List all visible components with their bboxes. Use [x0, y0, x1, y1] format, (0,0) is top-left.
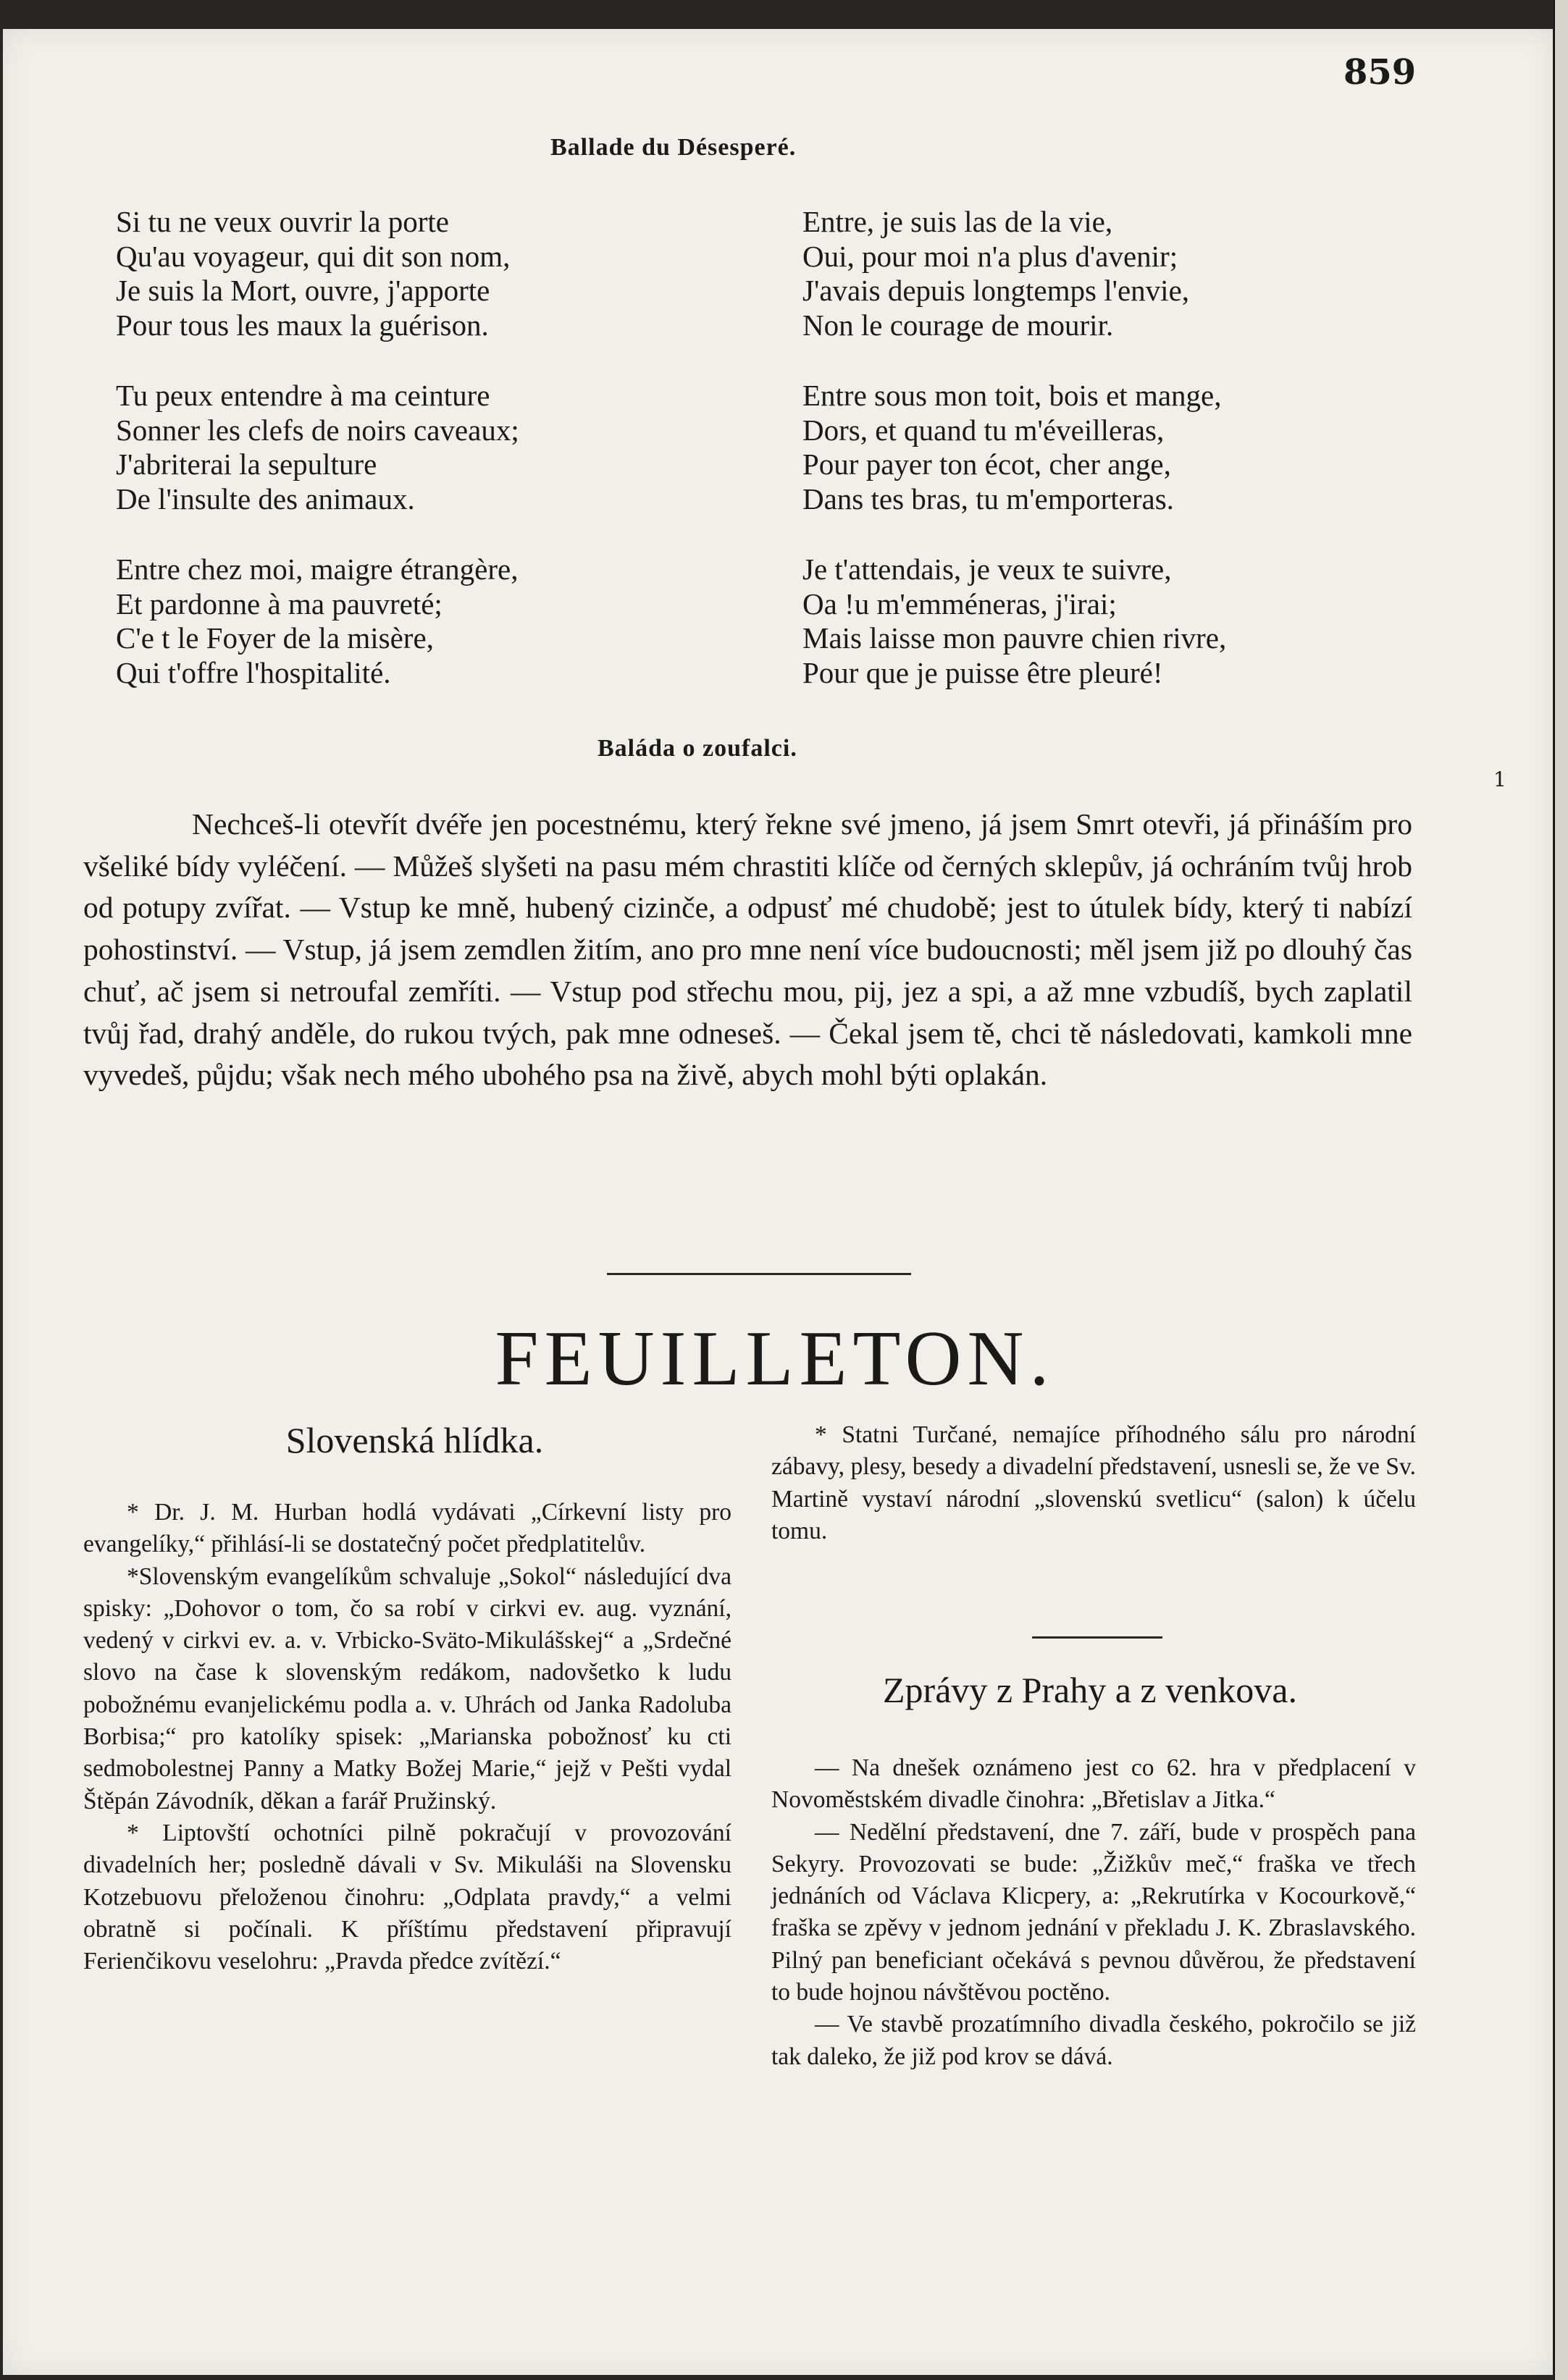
verse-line: Oui, pour moi n'a plus d'avenir;: [802, 239, 1178, 273]
news-paragraph: * Liptovští ochotníci pilně pokračují v provozování divadelních her; posledně dávali v Sv. Mikuláši na Slovensku Kotzebuovu přeloženou činohru: „Odplata pravdy,“ a velmi obratně si počínali. K příštímu představení připravují Ferienčikovu veselohru: „Pravda předce zvítězí.“: [83, 1819, 731, 1975]
news-paragraph: — Nedělní představení, dne 7. září, bude v prospěch pana Sekyry. Provozovati se bude: „Žižkův meč,“ fraška ve třech jednáních od Václava Klicpery, a: „Rekrutírka v Kocourkově,“ fraška se zpěvy v jednom jednání v překladu J. K. Zbraslavského. Pilný pan beneficiant očekává s pevnou důvěrou, že představení to bude hojnou návštěvou poctěno.: [771, 1818, 1416, 2006]
balada-title: Baláda o zoufalci.: [598, 735, 797, 762]
verse-line: J'abriterai la sepulture: [116, 447, 377, 481]
verse-line: Je suis la Mort, ouvre, j'apporte: [116, 274, 490, 307]
verse-line: Pour que je puisse être pleuré!: [802, 655, 1163, 689]
slovenska-hlidka-column: [83, 1497, 731, 1977]
slovenska-hlidka-continued: [771, 1419, 1416, 1547]
section-title-slovenska-hlidka: Slovenská hlídka.: [285, 1420, 544, 1460]
verse-line: Qui t'offre l'hospitalité.: [116, 655, 391, 689]
verse-line: J'avais depuis longtemps l'envie,: [802, 274, 1190, 307]
verse-line: De l'insulte des animaux.: [116, 482, 415, 516]
news-paragraph: — Na dnešek oznámeno jest co 62. hra v předplacení v Novoměstském divadle činohra: „Břetislav a Jitka.“: [771, 1754, 1416, 1814]
verse-line: Dans tes bras, tu m'emporteras.: [802, 482, 1174, 516]
stanza: [802, 552, 1440, 690]
stanza: [116, 379, 731, 516]
verse-line: Dors, et quand tu m'éveilleras,: [802, 413, 1165, 447]
stanza: [116, 205, 731, 342]
stanza: [802, 205, 1440, 342]
scan-edge: [1554, 0, 1568, 2380]
verse-line: C'e t le Foyer de la misère,: [116, 621, 434, 655]
verse-line: Et pardonne à ma pauvreté;: [116, 586, 443, 621]
verse-line: Pour payer ton écot, cher ange,: [802, 447, 1171, 481]
news-paragraph: — Ve stavbě prozatímního divadla českého, pokročilo se již tak daleko, že již pod krov se dává.: [771, 2011, 1416, 2070]
ballade-title: Ballade du Désesperé.: [550, 134, 797, 161]
stanza: [116, 552, 731, 690]
verse-line: Qu'au voyageur, qui dit son nom,: [116, 239, 511, 273]
page-number: 859: [1343, 52, 1417, 93]
verse-line: Non le courage de mourir.: [802, 308, 1114, 342]
verse-line: Entre sous mon toit, bois et mange,: [802, 379, 1222, 412]
news-paragraph: *Slovenským evangelíkům schvaluje „Sokol“ následující dva spisky: „Dohovor o tom, čo sa robí v cirkvi ev. aug. vyznání, vedený v cirkvi ev. a. v. Vrbicko-Sväto-Mikulášskej“ a „Srdečné slovo na čase k slovenským redákom, nadovšetko k ludu pobožnému evanjelickému podla a. v. Uhrách od Janka Radoluba Borbisa;“ pro katolíky spisek: „Marianska pobožnosť ku cti sedmobolestnej Panny a Matky Božej Marie,“ jejž v Pešti vydal Štěpán Závodník, děkan a farář Pružinský.: [83, 1563, 731, 1815]
divider: [1032, 1636, 1162, 1639]
stanza: [802, 379, 1440, 516]
verse-line: Entre chez moi, maigre étrangère,: [116, 552, 519, 586]
ballade-right-column: [802, 205, 1440, 726]
verse-line: Tu peux entendre à ma ceinture: [116, 379, 490, 412]
verse-line: Pour tous les maux la guérison.: [116, 308, 489, 342]
verse-line: Oa !u m'emméneras, j'irai;: [802, 586, 1117, 621]
footnote-mark: 1: [1493, 768, 1506, 791]
verse-line: Sonner les clefs de noirs caveaux;: [116, 413, 519, 447]
verse-line: Si tu ne veux ouvrir la porte: [116, 205, 450, 238]
zpravy-column: [771, 1752, 1416, 2073]
news-paragraph: * Dr. J. M. Hurban hodlá vydávati „Církevní listy pro evangelíky,“ přihlásí-li se dostatečný počet předplatitelův.: [83, 1499, 731, 1558]
ballade-left-column: [116, 205, 731, 726]
balada-translation: Nechceš-li otevřít dvéře jen pocestnému, který řekne své jmeno, já jsem Smrt otevři, já přináším pro všeliké bídy vyléčení. — Můžeš slyšeti na pasu mém chrastiti klíče od černých sklepův, já ochráním tvůj hrob od potupy zvířat. — Vstup ke mně, hubený cizinče, a odpusť mé chudobě; jest to útulek bídy, který ti nabízí pohostinství. — Vstup, já jsem zemdlen žitím, ano pro mne není více budoucnosti; měl jsem již po dlouhý čas chuť, ač jsem si netroufal zemříti. — Vstup pod střechu mou, pij, jez a spi, a až mne vzbudíš, bych zaplatil tvůj řad, drahý anděle, do rukou tvých, pak mne odneseš. — Čekal jsem tě, chci tě následovati, kamkoli mne vyvedeš, půjdu; však nech mého ubohého psa na živě, abych mohl býti oplakán.: [83, 807, 1412, 1092]
feuilleton-heading: FEUILLETON.: [495, 1316, 1055, 1402]
verse-line: Entre, je suis las de la vie,: [802, 205, 1113, 238]
verse-line: Je t'attendais, je veux te suivre,: [802, 552, 1172, 586]
news-paragraph: * Statni Turčané, nemajíce příhodného sálu pro národní zábavy, plesy, besedy a divadelní představení, usnesli se, že ve Sv. Martině vystaví národní „slovenskú svetlicu“ (salon) k účelu tomu.: [771, 1421, 1416, 1544]
divider: [607, 1273, 911, 1275]
verse-line: Mais laisse mon pauvre chien rivre,: [802, 621, 1227, 655]
section-title-zpravy: Zprávy z Prahy a z venkova.: [883, 1670, 1297, 1710]
